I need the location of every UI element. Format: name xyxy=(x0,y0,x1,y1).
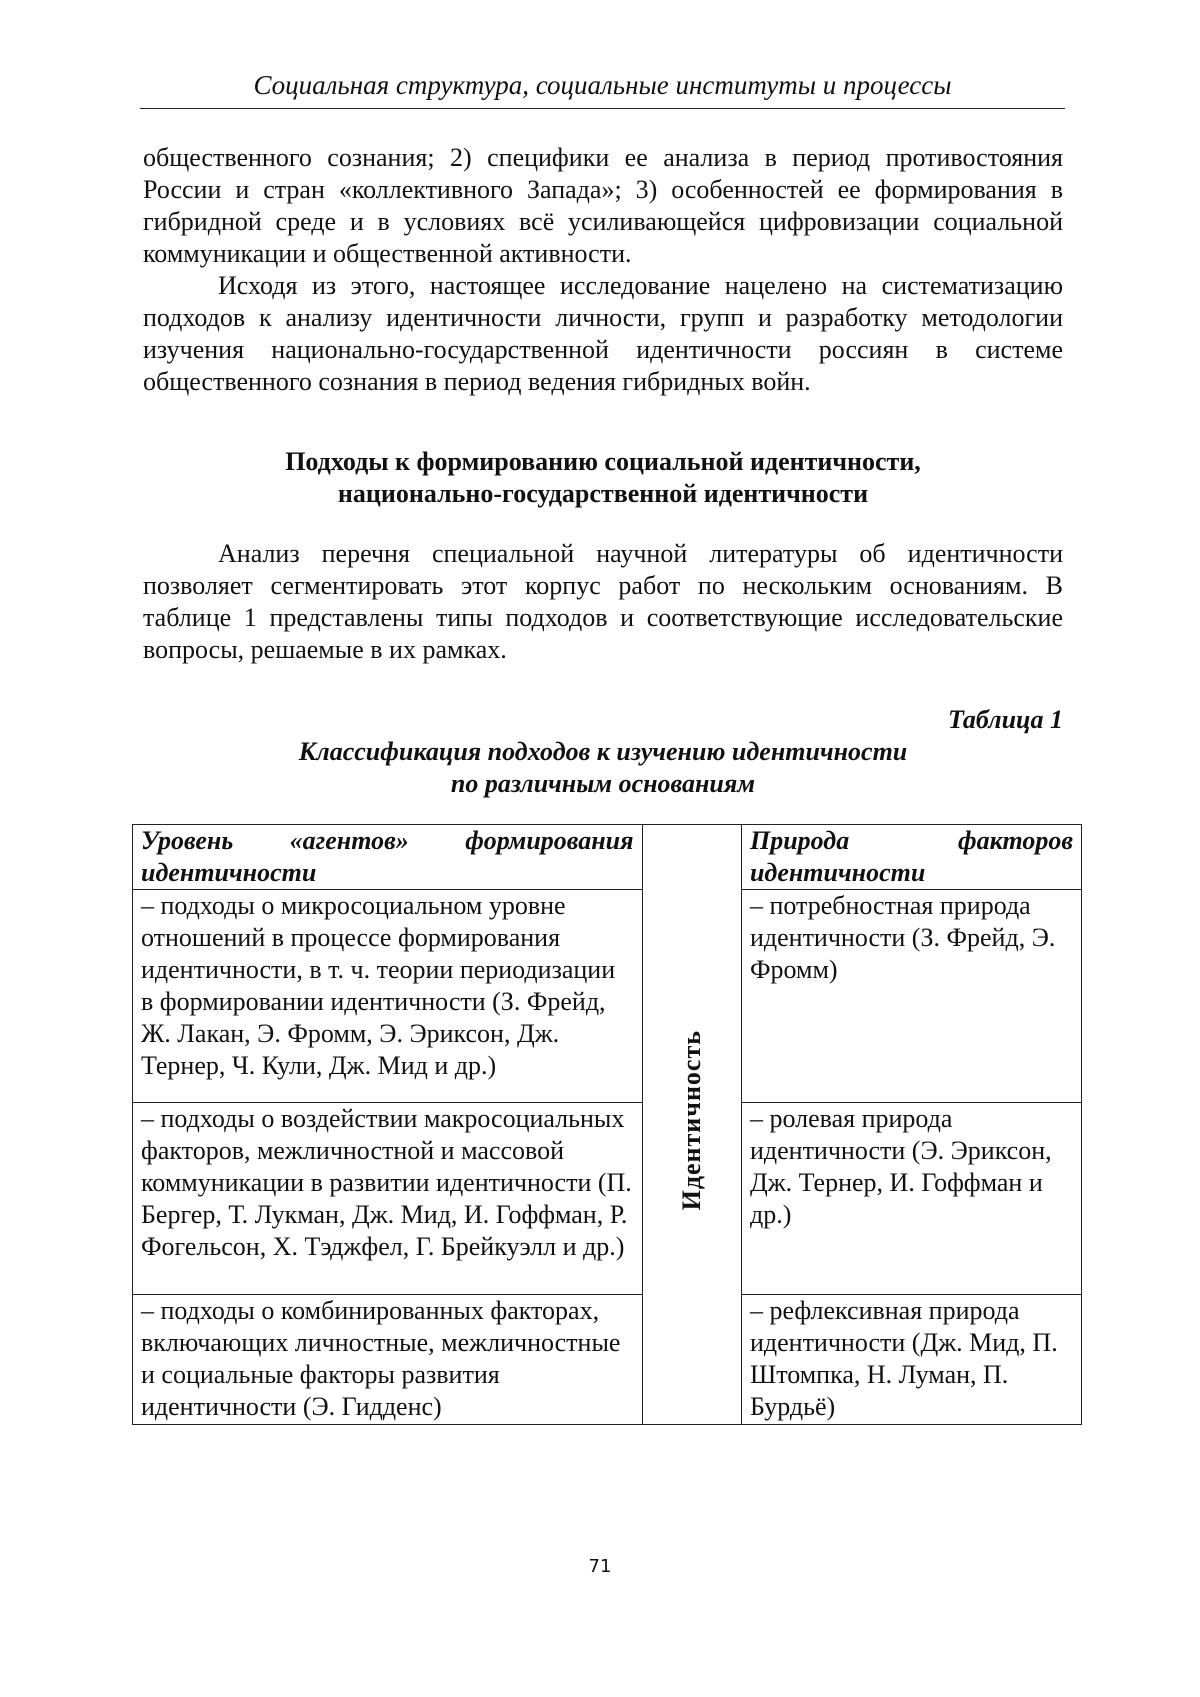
section-heading-line-1: Подходы к формированию социальной идентичности, xyxy=(285,447,921,476)
header-cell-factors-nature: Природа факторов идентичности xyxy=(741,825,1081,890)
table-cell-right: – ролевая природа идентичности (Э. Эриксон, Дж. Тернер, И. Гоффман и др.) xyxy=(741,1103,1081,1295)
section-heading-line-2: национально-государственной идентичности xyxy=(337,479,869,508)
page-number: 71 xyxy=(588,1556,612,1577)
table-cell-left: – подходы о воздействии макросоциальных факторов, межличностной и массовой коммуникации в развитии идентичности (П. Бергер, Т. Лукман, Дж. Мид, И. Гоффман, Р. Фогельсон, Х. Тэджфел, Г. Брейкуэлл и др.) xyxy=(133,1103,643,1295)
table-label: Таблица 1 xyxy=(947,705,1063,734)
header-cell-agents-level: Уровень «агентов» формирования идентичности xyxy=(133,825,643,890)
table-cell-right: – рефлексивная природа идентичности (Дж. Мид, П. Штомпка, Н. Луман, П. Бурдьё) xyxy=(741,1295,1081,1425)
table-row xyxy=(133,1295,1082,1425)
table-cell-left: – подходы о комбинированных факторах, включающих личностные, межличностные и социальные факторы развития идентичности (Э. Гидденс) xyxy=(133,1295,643,1425)
table-cell-left: – подходы о микросоциальном уровне отношений в процессе формирования идентичности, в т. ч. теории периодизации в формировании идентичности (З. Фрейд, Ж. Лакан, Э. Фромм, Э. Эриксон, Дж. Тернер, Ч. Кули, Дж. Мид и др.) xyxy=(133,890,643,1103)
paragraph-continuation: общественного сознания; 2) специфики ее анализа в период противостояния России и стран «коллективного Запада»; 3) особенностей ее формирования в гибридной среде и в условиях всё усиливающейся цифровизации социальной коммуникации и общественной активности. xyxy=(143,143,1063,268)
table-row xyxy=(133,1103,1082,1295)
table-caption-line-1: Классификация подходов к изучению идентичности xyxy=(298,737,908,766)
center-column-label: Идентичность xyxy=(676,1030,706,1211)
header-rule xyxy=(140,108,1065,109)
body-text-top xyxy=(143,142,1063,398)
section-heading xyxy=(143,446,1063,510)
center-column xyxy=(642,825,741,1425)
table-row xyxy=(133,890,1082,1103)
table-caption-line-2: по различным основаниям xyxy=(450,769,756,798)
table-caption xyxy=(143,736,1063,800)
paragraph-aim: Исходя из этого, настоящее исследование нацелено на систематизацию подходов к анализу идентичности личности, групп и разработку методологии изучения национально-государственной идентичности россиян в системе общественного сознания в период ведения гибридных войн. xyxy=(143,271,1063,396)
paragraph-intro: Анализ перечня специальной научной литературы об идентичности позволяет сегментировать этот корпус работ по нескольким основаниям. В таблице 1 представлены типы подходов и соответствующие исследовательские вопросы, решаемые в их рамках. xyxy=(143,539,1063,664)
table-header-row xyxy=(133,825,1082,890)
classification-table xyxy=(132,824,1082,1425)
table-cell-right: – потребностная природа идентичности (З. Фрейд, Э. Фромм) xyxy=(741,890,1081,1103)
body-text-intro xyxy=(143,538,1063,666)
running-head: Социальная структура, социальные институты и процессы xyxy=(253,70,952,100)
